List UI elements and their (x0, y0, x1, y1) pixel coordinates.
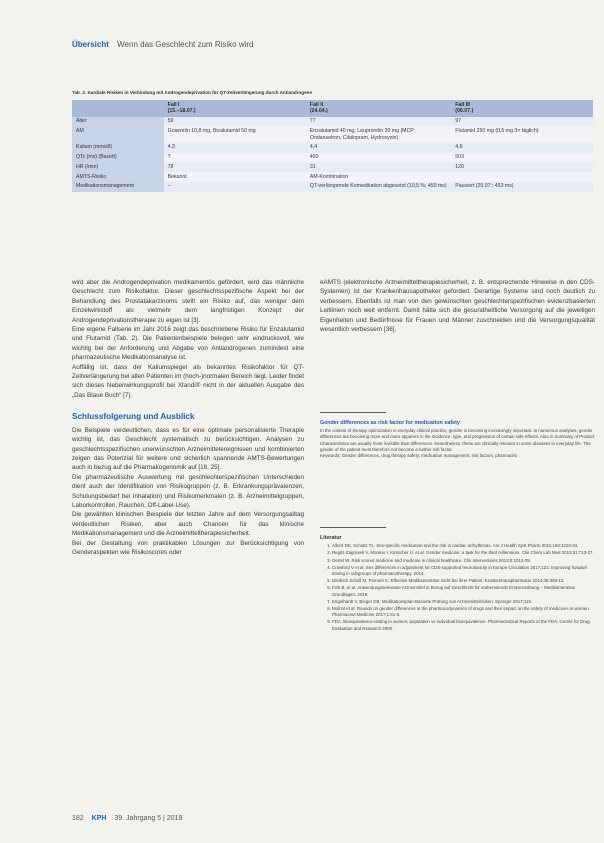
table-cell: Bekannt (164, 172, 306, 182)
table-cell: 4,6 (451, 143, 593, 153)
table-row (72, 162, 593, 172)
literature-item: 2. Regitz-Zagrosek V, Morano I, Kintscher U, et al. Gender medicine: a task for the third millennium. Clin Chem Lab Med 2013;51:713-27. (332, 550, 595, 556)
table-cell: 31 (306, 162, 451, 172)
table-cell: – (164, 182, 306, 192)
table-row (72, 172, 593, 182)
table-header-cell (72, 100, 164, 117)
table-header-row (72, 100, 593, 117)
left-column (72, 278, 304, 557)
paragraph: Die Beispiele verdeutlichen, dass es für eine optimale personalisierte Therapie wichtig ist, das Geschlecht systematisch zu berücksichtigen. Analysen zu geschlechtsspezifischen unerwünschten Arzneimittelereignissen und kombinierten zeigen das Potenzial für weitere und sicherlich spannende AMTS-Bewertungen auch in bezug auf die Pharmakogenomik auf [18, 25]. (72, 426, 304, 472)
literature-box (320, 535, 595, 633)
paragraph: wird aber die Androgendeprivation medikamentös gefördert, wird das männliche Geschlecht zum Risikofaktor. Dieser geschlechtsspezifische Aspekt bei der Behandlung des Prostatakarzinoms stellt ein Risiko auf, das weniger dem Einzelwirkstoff als vielmehr dem langfristigen Konzept der Androgendeprivationstherapie zu eigen ist [3]. (72, 279, 304, 324)
page-number: 182 (72, 815, 84, 822)
row-label: Kalium (mmol/l) (72, 143, 164, 153)
literature-item: 6. Fink B, et al. Anwendungsrelevante Arzneimittel in Bezug auf Geschlecht für vorbereitende Erstverordnung – Medikamentöse Grundlagen. 2019. (332, 585, 595, 597)
literature-title: Literatur (320, 535, 342, 541)
table-cell: 59 (164, 117, 306, 127)
table-cell: Enzalutamid 40 mg, Leuprorelin 30 mg (MCP: Ondansetron, Citalopram, Hydroxyzin) (306, 126, 451, 143)
literature-item: 3. Oertel W. Risk scored medicine and medicine in clinical healthcare. Clin Interventions 2013;8:1013-29. (332, 558, 595, 564)
section-heading: Schlussfolgerung und Ausblick (72, 412, 195, 422)
divider (320, 412, 386, 413)
table-row (72, 117, 593, 127)
issue-info: 39. Jahrgang 5 | 2018 (114, 815, 183, 822)
summary-text: In the context of therapy optimization in everyday clinical practice, gender is becoming increasingly important. In numerous analyses, gender differences are becoming more and more apparent in the incidence, type, and progression of certain side effects. Also in Summary of Product Characteristics are usually more invisible than differences. Nevertheless, these are clinically relevant in some diseases in everyday life. The gender of the patient must therefore not become a further risk factor. (320, 428, 595, 452)
paragraph: Bei der Gestaltung von praktikablen Lösungen zur Berücksichtigung von Genderaspekten wie Risikoscores oder (72, 539, 304, 556)
table-cell: Goserelin 10,8 mg, Bicalutamid 50 mg (164, 126, 306, 143)
table-cell: 77 (306, 117, 451, 127)
table-header-cell: Fall II (24.04.) (306, 100, 451, 117)
table-row (72, 182, 593, 192)
right-column (320, 278, 595, 334)
paragraph: Auffällig ist, dass der Kaliumspiegel als bekanntes Risikofaktor für QT-Zeitverlängerung bei allen Patienten im (hoch-)normalen Bereich liegt. Leider findet sich dieses Nebenwirkungsprofil bei Xtandi® nicht in der aktuellen Ausgabe des „Das Blaue Buch“ [7]. (72, 363, 304, 399)
summary-title: Gender differences as risk factor for medication safety (320, 420, 460, 426)
table-caption: Tab. 2. Kardiale Risiken in Verbindung mit Androgendeprivation für QT-Zeitverlängerung durch Antiandrogene (72, 90, 313, 95)
row-label: AMTS-Risiko (72, 172, 164, 182)
table-row (72, 153, 593, 163)
table-cell: 97 (451, 117, 593, 127)
literature-item: 7. Engelhardt V, Bieger DB. Medikationsplan-Basierte Prüfung von Arzneimittelrisiken. Springer 2017;115. (332, 599, 595, 605)
literature-item: 4. Crawford V et al. Sex differences in adjustment for CDS-supported neurotoxicity in Europe Circulation 2017;122. Improving hospital dosing in subgroups of pharmacotherapy. 2014. (332, 565, 595, 577)
table-cell: 120 (451, 162, 593, 172)
section-label: Übersicht (72, 40, 109, 49)
table-row (72, 126, 593, 143)
table-cell: QT-verlängernde Komedikation abgesetzt (10,5 %; 450 ms) (306, 182, 451, 192)
summary-box (320, 420, 595, 459)
table-cell: 78 (164, 162, 306, 172)
table-cell: 503 (451, 153, 593, 163)
table-cell (451, 172, 593, 182)
row-label: HR (/min) (72, 162, 164, 172)
literature-item: 5. Diedrich Scholl M, Pomaré K. Effective Medikamentöse Sicht bei ihrer Patient. Krankenhauspharmazie 2014;35:308-13. (332, 578, 595, 584)
table-cell: Flutamid 250 mg (0,5 mg 3× täglich) (451, 126, 593, 143)
table-header-cell: Fall III (06.07.) (451, 100, 593, 117)
paragraph: Die pharmazeutische Auswertung mit geschlechterspezifischen Unterschieden dient auch der Identifikation von Risikogruppen (z. B. Erkrankungsprävalenzen, Schulungsbedarf bei Inhalation) und Risikomerkmalen (z. B. Arzneimittelgruppen, Laborkontrollen, Rauchen, Off-Label-Use). (72, 473, 304, 509)
summary-keywords: Keywords: Gender differences, drug therapy safety, medication management, risk factors, pharmacist (320, 453, 517, 459)
page-footer (72, 815, 182, 822)
table-row (72, 143, 593, 153)
divider (320, 527, 386, 528)
paragraph: Eine eigene Fallserie im Jahr 2016 zeigt das beschriebene Risiko für Enzalutamid und Flutamid (Tab. 2). Die Patientenbeispiele belegen sehr eindrucksvoll, wie wichtig bei der Anforderung und Abgabe von Antiandrogenen zumindest eine pharmazeutische Medikationsanalyse ist. (72, 326, 304, 362)
literature-item: 9. FDA. Bioequivalence testing in women; population vs individual bioequivalence. Pharmaceutical Reports of the FDA. Centre for Drug Evaluation and Research 2000. (332, 619, 595, 631)
running-title: Wenn das Geschlecht zum Risiko wird (117, 40, 254, 49)
row-label: AM (72, 126, 164, 143)
journal-brand: KPH (91, 815, 107, 822)
literature-item: 8. Moll M et al. Rounds on gender differences in the pharmacodynamics of drugs and their impact on the safety of medicines in women. Pharmaceut Medicine 2017;1:61-8. (332, 606, 595, 618)
risk-table (72, 100, 593, 192)
table-cell: 4,4 (306, 143, 451, 153)
literature-list (320, 543, 595, 632)
table-cell: ? (164, 153, 306, 163)
row-label: Medikationsmanagement (72, 182, 164, 192)
paragraph: Die gewählten klinischen Beispiele der letzten Jahre auf dem Versorgungsalltag verdeutlichen Risiken, aber auch Chancen für das klinische Medikationsmanagement und die Arzneimitteltherapiesicherheit. (72, 511, 304, 538)
paragraph: eAMTS (elektronische Arzneimitteltherapiesicherheit, z. B. entsprechende Hinweise in den CDS-Systemen) ist der Krankenhausapotheker gefordert. Derartige Systeme sind noch deutlich zu verbessern. Ebenfalls ist man von den gewünschten geschlechterspezifischen evidenzbasierten Leitlinien noch weit entfernt. Damit hätte sich die gesundheitliche Versorgung auf die jeweiligen Eigenheiten und Bedürfnisse für Frauen und Männer zuschneiden und die Versorgungsqualität wesentlich verbessern [36]. (320, 279, 595, 334)
table-header-cell: Fall I (15.–18.07.) (164, 100, 306, 117)
literature-item: 1. Albert DE, Schultz TL. Sex-specific medication and the risk in cardiac arrhythmias. Am J Health Syst Pharm 2011;168:1223-34. (332, 543, 595, 549)
row-label: Alter (72, 117, 164, 127)
row-label: QTc (ms) (Bazett) (72, 153, 164, 163)
page-header (72, 40, 254, 49)
table-cell: 450 (306, 153, 451, 163)
table-cell: Pausiert (25.07.: 453 ms) (451, 182, 593, 192)
table-cell: AM-Kombination (306, 172, 451, 182)
table-cell: 4,3 (164, 143, 306, 153)
